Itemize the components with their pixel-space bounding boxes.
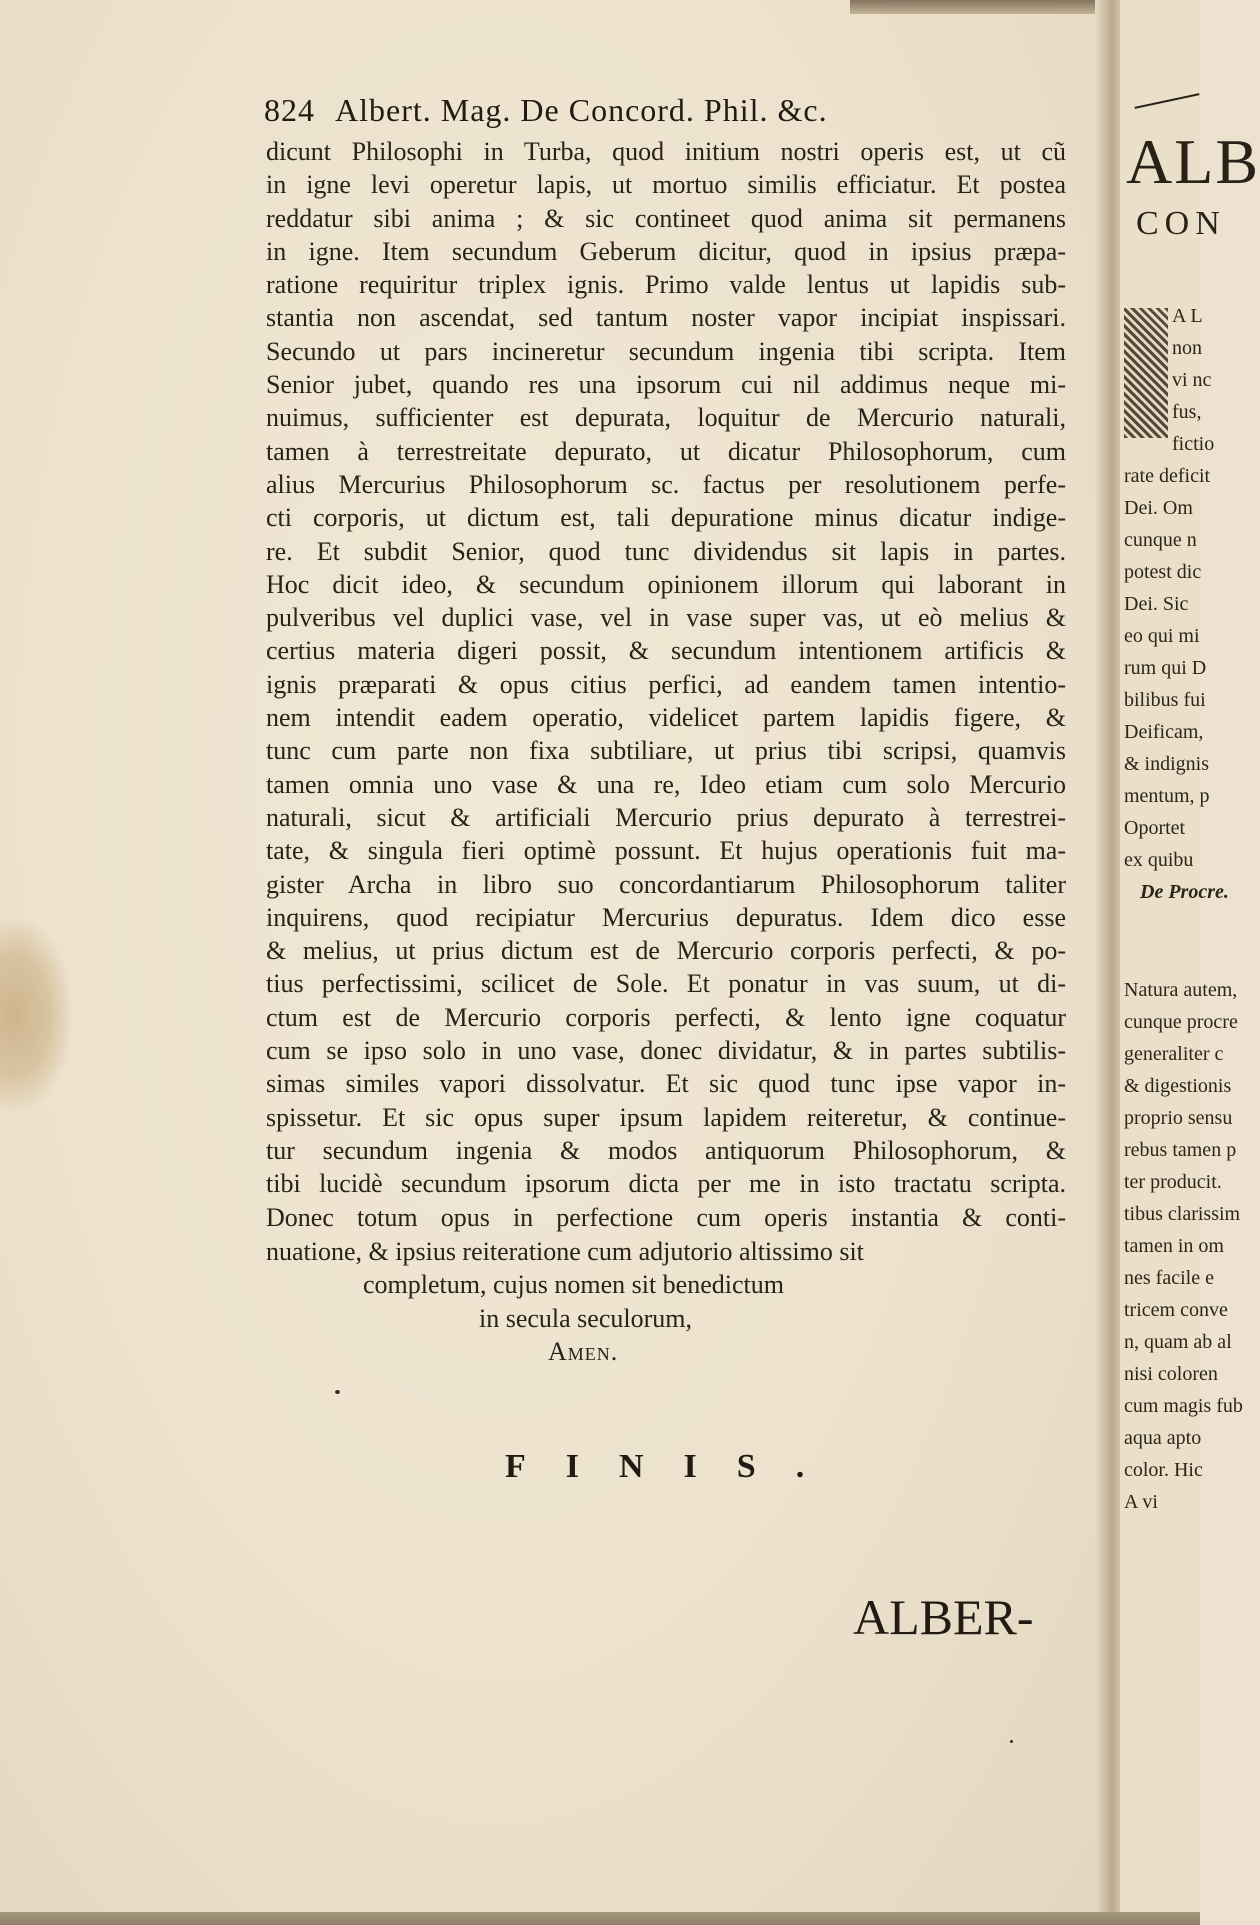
facing-title-rule <box>1135 93 1200 109</box>
text-line: Senior jubet, quando res una ipsorum cui nil addimus neque mi- <box>266 370 1066 400</box>
facing-line: & digestionis <box>1124 1075 1232 1097</box>
facing-line: & indignis <box>1124 753 1210 775</box>
page-number: 824 <box>264 92 315 128</box>
paper-stain <box>0 920 70 1110</box>
facing-line: proprio sensu <box>1124 1107 1233 1129</box>
facing-line: tibus clarissim <box>1124 1203 1241 1225</box>
text-line: alius Mercurius Philosophorum sc. factus per resolutionem perfe- <box>266 469 1066 499</box>
closing-paragraph <box>266 1235 1066 1368</box>
facing-line: bilibus fui <box>1124 689 1206 711</box>
facing-page-text <box>1124 300 1243 1518</box>
text-line: cum se ipso solo in uno vase, donec dividatur, & in partes subtilis- <box>266 1036 1066 1066</box>
facing-line: nisi coloren <box>1124 1363 1218 1385</box>
text-line: tamen à terrestreitate depurato, ut dicatur Philosophorum, cum <box>266 436 1066 466</box>
facing-line: color. Hic <box>1124 1459 1203 1481</box>
text-line: Hoc dicit ideo, & secundum opinionem illorum qui laborant in <box>266 569 1066 599</box>
text-line: Secundo ut pars incineretur secundum ingenia tibi scripta. Item <box>266 336 1066 366</box>
facing-page-title: ALB <box>1126 126 1260 197</box>
running-header <box>264 92 828 129</box>
text-line: tibi lucidè secundum ipsorum dicta per me in isto tractatu scripta. <box>266 1169 1066 1199</box>
closing-line: completum, cujus nomen sit benedictum <box>363 1270 784 1300</box>
facing-line: fus, <box>1172 401 1202 423</box>
facing-line: Deificam, <box>1124 721 1204 743</box>
facing-line: tricem conve <box>1124 1299 1228 1321</box>
text-line: gister Archa in libro suo concordantiarum Philosophorum taliter <box>266 869 1066 899</box>
text-line: stantia non ascendat, sed tantum noster vapor incipiat inspissari. <box>266 303 1066 333</box>
facing-line: mentum, p <box>1124 785 1210 807</box>
facing-line: rebus tamen p <box>1124 1139 1237 1161</box>
text-line: ratione requiritur triplex ignis. Primo valde lentus ut lapidis sub- <box>266 270 1066 300</box>
text-line: spissetur. Et sic opus super ipsum lapidem reiteretur, & continue- <box>266 1102 1066 1132</box>
facing-line: Dei. Sic <box>1124 593 1189 615</box>
text-line: naturali, sicut & artificiali Mercurio prius depurato à terrestrei- <box>266 802 1066 832</box>
facing-line: n, quam ab al <box>1124 1331 1232 1353</box>
text-line: Donec totum opus in perfectione cum operis instantia & conti- <box>266 1202 1066 1232</box>
facing-line: fictio <box>1172 433 1215 455</box>
text-line: nem intendit eadem operatio, videlicet partem lapidis figere, & <box>266 703 1066 733</box>
facing-line: ter producit. <box>1124 1171 1222 1193</box>
closing-line: in secula seculorum, <box>479 1303 692 1333</box>
facing-line: Dei. Om <box>1124 497 1193 519</box>
facing-line: Oportet <box>1124 817 1186 839</box>
facing-line: potest dic <box>1124 561 1202 583</box>
facing-line: generaliter c <box>1124 1043 1224 1065</box>
text-line: in igne. Item secundum Geberum dicitur, quod in ipsius præpa- <box>266 236 1066 266</box>
facing-line: rum qui D <box>1124 657 1207 679</box>
facing-page-subtitle: CON <box>1136 205 1226 242</box>
text-line: simas similes vapori dissolvatur. Et sic quod tunc ipse vapor in- <box>266 1069 1066 1099</box>
finis-heading: FINIS. <box>505 1448 845 1485</box>
facing-line: eo qui mi <box>1124 625 1200 647</box>
amen-line: Amen. <box>548 1336 619 1366</box>
text-line: ctum est de Mercurio corporis perfecti, & lento igne coquatur <box>266 1002 1066 1032</box>
closing-line: nuatione, & ipsius reiteratione cum adjutorio altissimo sit <box>266 1237 864 1266</box>
facing-line: nes facile e <box>1124 1267 1214 1289</box>
text-line: dicunt Philosophi in Turba, quod initium nostri operis est, ut cũ <box>266 137 1066 166</box>
book-gutter <box>1095 0 1123 1925</box>
facing-line: A L <box>1172 305 1203 327</box>
facing-line: cum magis fub <box>1124 1395 1243 1417</box>
facing-line: aqua apto <box>1124 1427 1202 1449</box>
facing-line: non <box>1172 337 1202 359</box>
facing-line: rate deficit <box>1124 465 1211 487</box>
facing-line: A vi <box>1124 1491 1158 1513</box>
body-text <box>266 135 1066 1234</box>
page-bottom-edge <box>0 1912 1200 1925</box>
page-top-edge <box>850 0 1120 14</box>
text-line: tate, & singula fieri optimè possunt. Et hujus operationis fuit ma- <box>266 836 1066 866</box>
text-line: tur secundum ingenia & modos antiquorum Philosophorum, & <box>266 1135 1066 1165</box>
facing-section-head: De Procre. <box>1140 881 1229 903</box>
facing-line: Natura autem, <box>1124 979 1238 1001</box>
text-line: reddatur sibi anima ; & sic contineet quod anima sit permanens <box>266 203 1066 233</box>
text-line: nuimus, sufficienter est depurata, loquitur de Mercurio naturali, <box>266 403 1066 433</box>
facing-line: vi nc <box>1172 369 1212 391</box>
facing-line: ex quibu <box>1124 849 1194 871</box>
facing-line: tamen in om <box>1124 1235 1224 1257</box>
ink-speck <box>1010 1740 1013 1743</box>
facing-line: cunque procre <box>1124 1011 1238 1033</box>
text-line: tamen omnia uno vase & una re, Ideo etiam cum solo Mercurio <box>266 769 1066 799</box>
text-line: in igne levi operetur lapis, ut mortuo similis efficiatur. Et postea <box>266 170 1066 200</box>
catchword: ALBER- <box>853 1589 1034 1645</box>
text-line: & melius, ut prius dictum est de Mercurio corporis perfecti, & po- <box>266 936 1066 966</box>
ink-speck <box>335 1390 340 1394</box>
text-line: tunc cum parte non fixa subtiliare, ut prius tibi scripsi, quamvis <box>266 736 1066 766</box>
facing-gap <box>1124 908 1214 974</box>
text-line: tius perfectissimi, scilicet de Sole. Et ponatur in vas suum, ut di- <box>266 969 1066 999</box>
text-line: ignis præparati & opus citius perfici, ad eandem tamen intentio- <box>266 669 1066 699</box>
running-head-title: Albert. Mag. De Concord. Phil. &c. <box>335 92 828 128</box>
text-line: pulveribus vel duplici vase, vel in vase super vas, ut eò melius & <box>266 603 1066 633</box>
text-line: certius materia digeri possit, & secundum intentionem artificis & <box>266 636 1066 666</box>
facing-page <box>1120 0 1260 1925</box>
facing-line: cunque n <box>1124 529 1197 551</box>
text-line: inquirens, quod recipiatur Mercurius depuratus. Idem dico esse <box>266 902 1066 932</box>
text-line: cti corporis, ut dictum est, tali depuratione minus dicatur indige- <box>266 503 1066 533</box>
text-line: re. Et subdit Senior, quod tunc dividendus sit lapis in partes. <box>266 536 1066 566</box>
